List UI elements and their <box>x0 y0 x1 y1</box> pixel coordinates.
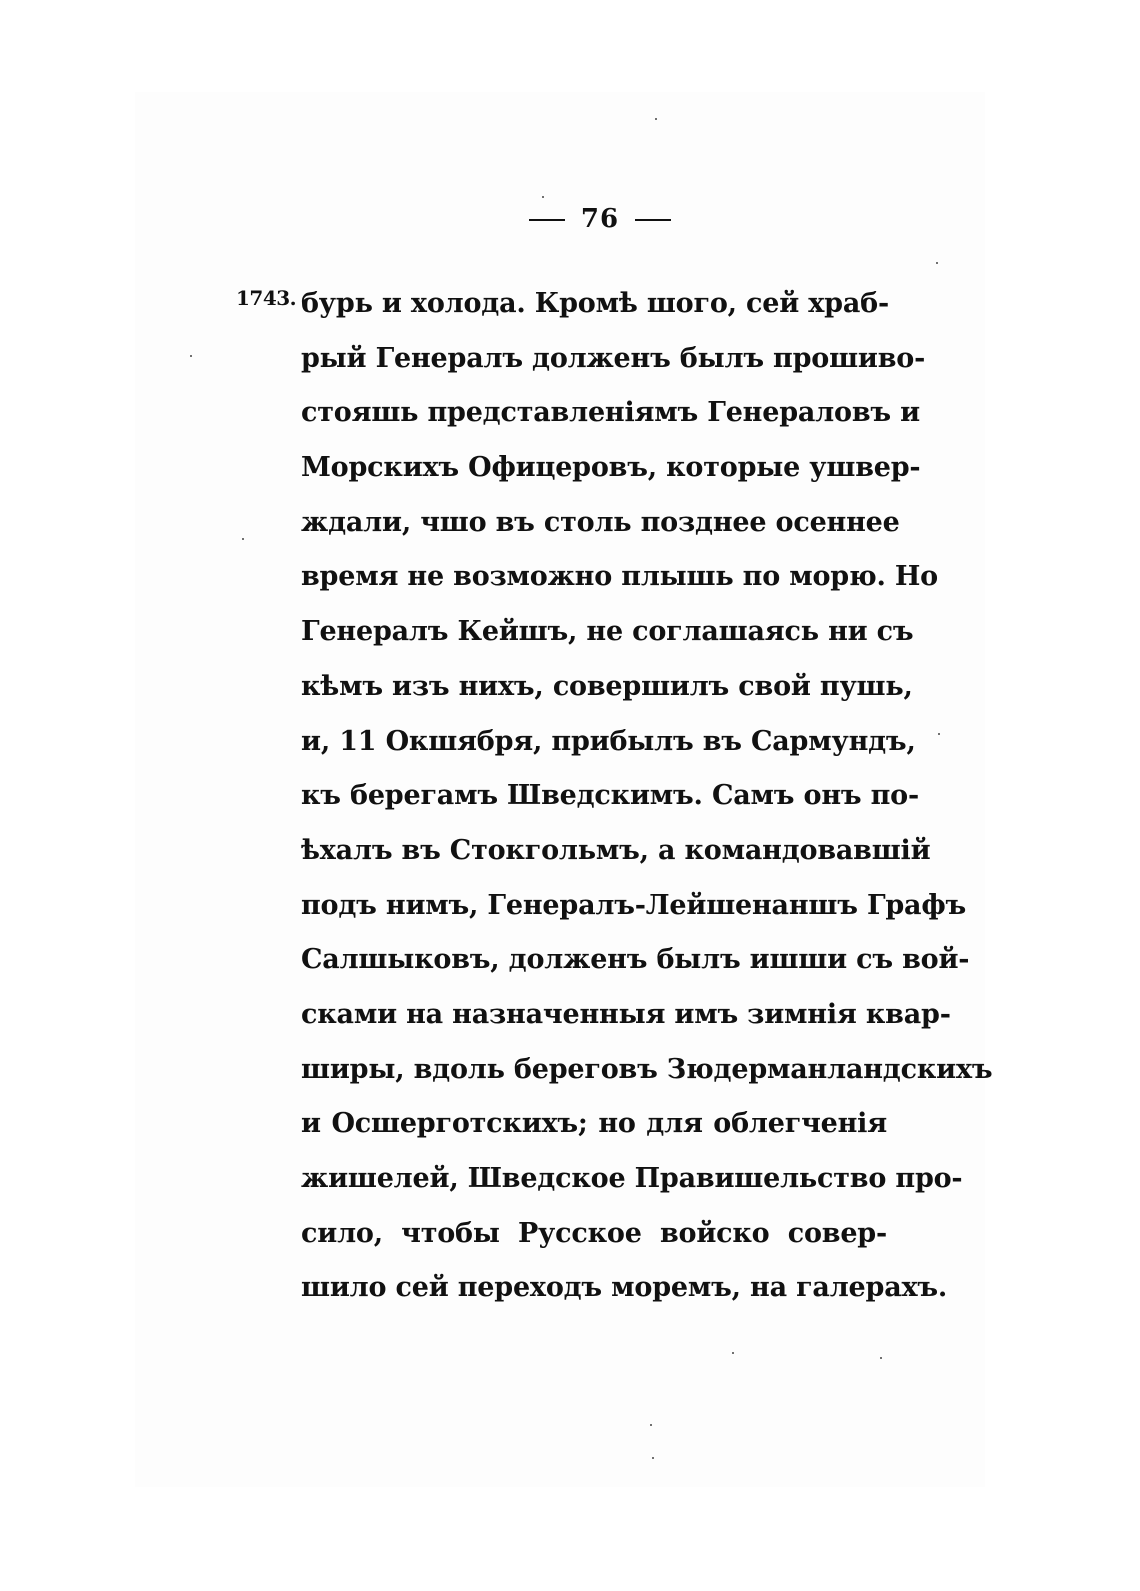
text-line: время не возможно плышь по морю. Но <box>301 561 938 593</box>
right-dash <box>635 219 671 221</box>
text-line: ждали, чшо въ столь позднее осеннее <box>301 506 900 538</box>
scan-speck <box>936 262 938 264</box>
text-line: кѣмъ изъ нихъ, совершилъ свой пушь, <box>301 670 913 702</box>
text-line: сило, чтобы Русское войско совер- <box>301 1217 887 1249</box>
text-line: сками на назначенныя имъ зимнiя квар- <box>301 998 951 1030</box>
page-header <box>0 204 1140 234</box>
scan-speck <box>650 1424 652 1426</box>
text-line: рый Генералъ долженъ былъ прошиво- <box>301 342 926 374</box>
scan-speck <box>542 196 544 198</box>
margin-year: 1743. <box>236 286 297 310</box>
scan-speck <box>655 118 657 120</box>
scan-speck <box>190 355 192 357</box>
body-text <box>301 277 993 1316</box>
text-line: стояшь представленiямъ Генераловъ и <box>301 397 920 429</box>
text-line: и Осшерготскихъ; но для облегченiя <box>301 1108 887 1140</box>
text-line: Морскихъ Офицеровъ, которые ушвер- <box>301 452 921 484</box>
scan-speck <box>938 733 940 735</box>
scan-speck <box>880 1357 882 1359</box>
text-line: ѣхалъ въ Стокгольмъ, а командовавшiй <box>301 834 931 866</box>
text-line: и, 11 Окшября, прибылъ въ Сармундъ, <box>301 725 916 757</box>
text-line: ширы, вдоль береговъ Зюдерманландскихъ <box>301 1053 993 1085</box>
page-number: 76 <box>580 204 620 234</box>
text-line: жишелей, Шведское Правишельство про- <box>301 1163 963 1194</box>
text-line: подъ нимъ, Генералъ-Лейшенаншъ Графъ <box>301 889 967 921</box>
text-line: Салшыковъ, долженъ былъ ишши съ вой- <box>301 944 970 976</box>
scan-speck <box>652 1457 654 1459</box>
scan-speck <box>242 538 244 540</box>
left-dash <box>529 219 565 221</box>
text-line: бурь и холода. Кромѣ шого, сей храб- <box>301 288 889 319</box>
text-line: шило сей переходъ моремъ, на галерахъ. <box>301 1272 948 1304</box>
text-line: Генералъ Кейшъ, не соглашаясь ни съ <box>301 616 914 648</box>
text-line: къ берегамъ Шведскимъ. Самъ онъ по- <box>301 780 919 812</box>
scan-speck <box>732 1352 734 1354</box>
